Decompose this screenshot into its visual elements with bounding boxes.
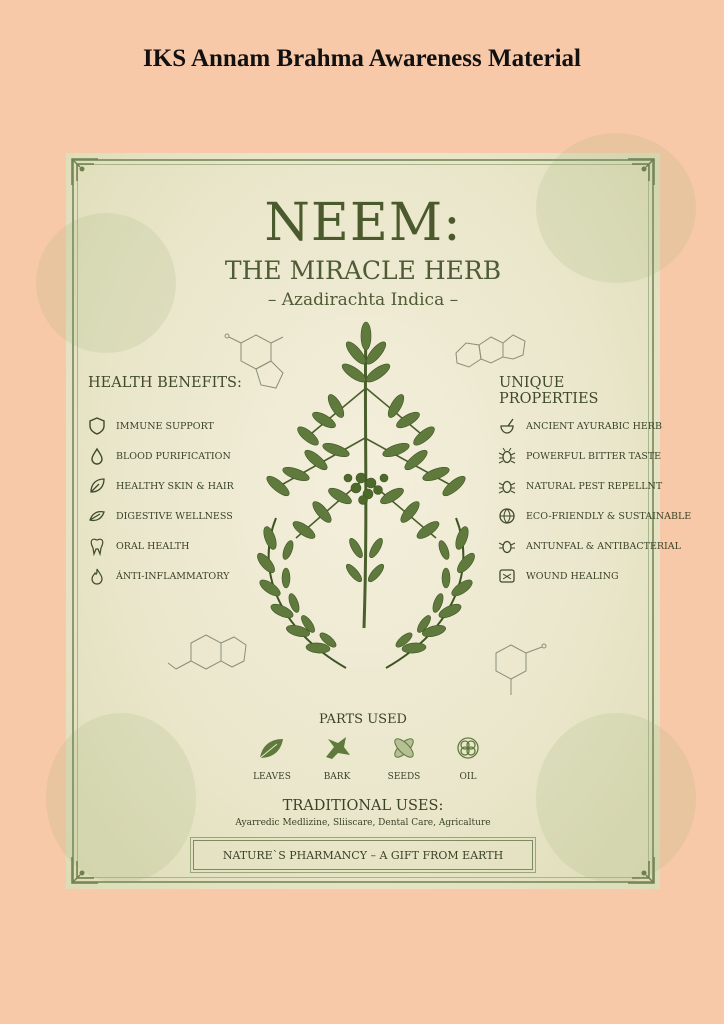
- list-item-label: BLOOD PURIFICATION: [116, 450, 231, 462]
- drop-icon: [88, 447, 106, 465]
- list-item: [88, 561, 234, 591]
- list-item: [498, 411, 691, 441]
- list-item: [498, 531, 691, 561]
- corner-ornament-icon: [624, 155, 658, 189]
- bug-icon: [498, 537, 516, 555]
- part-oil: [438, 733, 498, 782]
- corner-ornament-icon: [68, 155, 102, 189]
- shield-icon: [88, 417, 106, 435]
- flame-icon: [88, 567, 106, 585]
- corner-ornament-icon: [68, 853, 102, 887]
- list-item: [88, 441, 234, 471]
- mortar-icon: [498, 417, 516, 435]
- leaf-icon: [88, 477, 106, 495]
- leaves-icon: [257, 733, 287, 763]
- list-item: [88, 471, 234, 501]
- list-item-label: IMMUNE SUPPORT: [116, 420, 214, 432]
- corner-ornament-icon: [624, 853, 658, 887]
- part-seeds: [374, 733, 434, 782]
- globe-icon: [498, 507, 516, 525]
- health-benefits-title: HEALTH BENEFITS:: [88, 375, 242, 391]
- poster-heading: NEEM:: [264, 193, 462, 253]
- part-label: LEAVES: [253, 772, 291, 782]
- list-item-label: DIGESTIVE WELLNESS: [116, 510, 233, 522]
- list-item: [498, 471, 691, 501]
- unique-properties-title: UNIQUE PROPERTIES: [499, 375, 599, 407]
- list-item-label: ANCIENT AYURABIC HERB: [526, 420, 662, 432]
- list-item: [498, 441, 691, 471]
- health-benefits-list: [88, 411, 234, 591]
- bark-icon: [322, 733, 352, 763]
- part-label: SEEDS: [387, 772, 421, 782]
- list-item-label: WOUND HEALING: [526, 570, 619, 582]
- list-item: [88, 531, 234, 561]
- list-item-label: ECO-FRIENDLY & SUSTAINABLE: [526, 510, 692, 522]
- traditional-uses-title: TRADITIONAL USES:: [282, 798, 444, 814]
- part-label: BARK: [323, 772, 351, 782]
- page-title: IKS Annam Brahma Awareness Material: [143, 45, 581, 72]
- unique-properties-list: [498, 411, 691, 591]
- poster-subheading: THE MIRACLE HERB: [224, 256, 502, 285]
- list-item: [498, 501, 691, 531]
- list-item-label: ÁNTI-INFLAMMATORY: [116, 570, 230, 582]
- bug-icon: [498, 447, 516, 465]
- neem-poster: [66, 153, 692, 889]
- oil-icon: [453, 733, 483, 763]
- tooth-icon: [88, 537, 106, 555]
- list-item: [88, 411, 234, 441]
- bandage-icon: [498, 567, 516, 585]
- part-label: OIL: [459, 772, 477, 782]
- botanical-name: – Azadirachta Indica –: [267, 290, 459, 310]
- leaf-icon: [88, 507, 106, 525]
- list-item-label: ORAL HEALTH: [116, 540, 190, 552]
- traditional-uses-text: Ayarredic Medlizine, Sliiscare, Dental Care, Agricalture: [235, 818, 491, 828]
- part-leaves: [242, 733, 302, 782]
- tagline-banner: NATURE`S PHARMANCY – A GIFT FROM EARTH: [193, 840, 533, 870]
- part-bark: [307, 733, 367, 782]
- list-item-label: NATURAL PEST REPELLNT: [526, 480, 663, 492]
- list-item: [498, 561, 691, 591]
- seeds-icon: [389, 733, 419, 763]
- list-item-label: POWERFUL BITTER TASTE: [526, 450, 662, 462]
- list-item: [88, 501, 234, 531]
- bug-icon: [498, 477, 516, 495]
- list-item-label: ANTUNFAL & ANTIBACTERIAL: [526, 540, 681, 552]
- list-item-label: HEALTHY SKIN & HAIR: [116, 480, 234, 492]
- parts-used-title: PARTS USED: [319, 712, 407, 727]
- neem-branch-illustration: [236, 328, 496, 688]
